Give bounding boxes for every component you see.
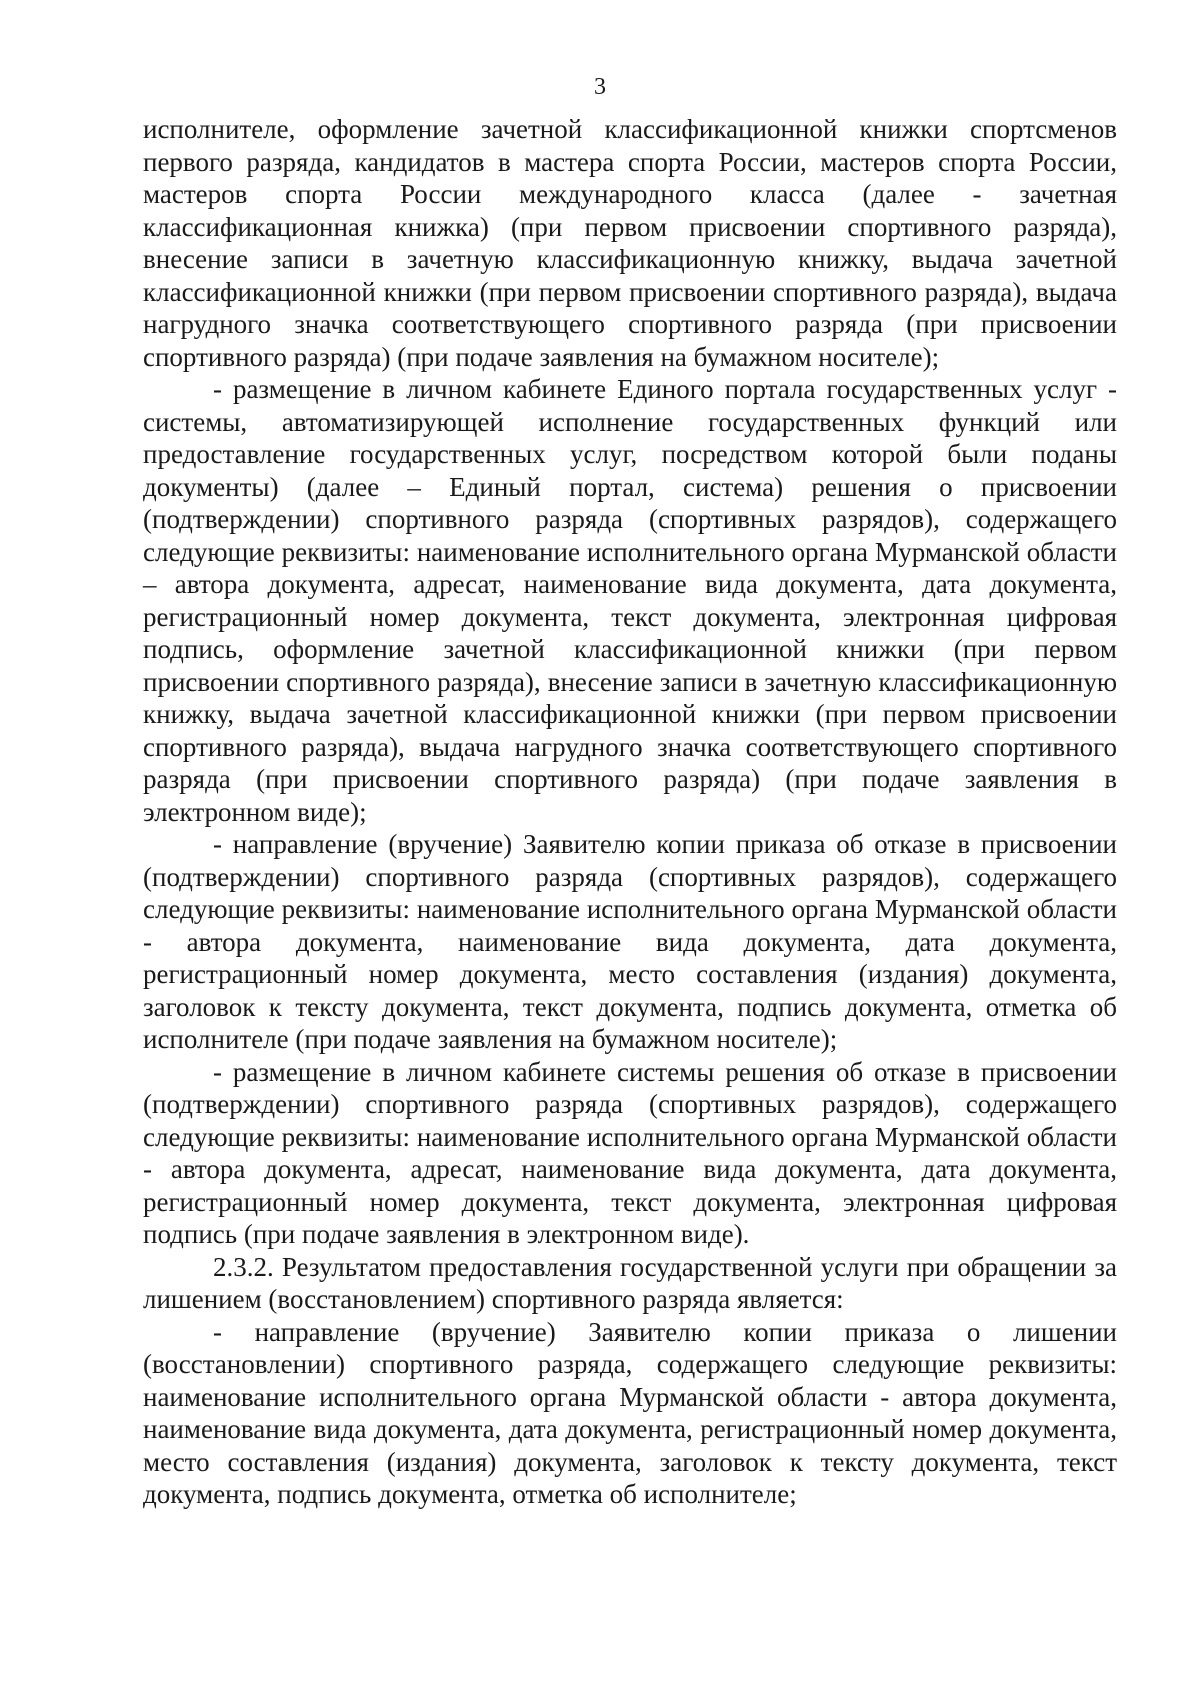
document-body [143,113,1117,1511]
paragraph: - направление (вручение) Заявителю копии приказа о лишении (восстановлении) спортивного разряда, содержащего следующие реквизиты: наименование исполнительного органа Мурманской области - автора документа, наименование вида документа, дата документа, регистрационный номер документа, место составления (издания) документа, заголовок к тексту документа, текст документа, подпись документа, отметка об исполнителе; [143,1316,1117,1509]
paragraph: - размещение в личном кабинете системы решения об отказе в присвоении (подтверждении) спортивного разряда (спортивных разрядов), содержащего следующие реквизиты: наименование исполнительного органа Мурманской области - автора документа, адресат, наименование вида документа, дата документа, регистрационный номер документа, текст документа, электронная цифровая подпись (при подаче заявления в электронном виде). [143,1056,1117,1249]
paragraph: 2.3.2. Результатом предоставления государственной услуги при обращении за лишением (восстановлением) спортивного разряда является: [143,1251,1117,1314]
paragraph: - направление (вручение) Заявителю копии приказа об отказе в присвоении (подтверждении) спортивного разряда (спортивных разрядов), содержащего следующие реквизиты: наименование исполнительного органа Мурманской области - автора документа, наименование вида документа, дата документа, регистрационный номер документа, место составления (издания) документа, заголовок к тексту документа, текст документа, подпись документа, отметка об исполнителе (при подаче заявления на бумажном носителе); [143,829,1117,1054]
page-number: 3 [594,74,606,100]
paragraph: исполнителе, оформление зачетной классификационной книжки спортсменов первого разряда, кандидатов в мастера спорта России, мастеров спорта России, мастеров спорта России международного класса (далее - зачетная классификационная книжка) (при первом присвоении спортивного разряда), внесение записи в зачетную классификационную книжку, выдача зачетной классификационной книжки (при первом присвоении спортивного разряда), выдача нагрудного значка соответствующего спортивного разряда (при присвоении спортивного разряда) (при подаче заявления на бумажном носителе); [143,114,1117,372]
paragraph: - размещение в личном кабинете Единого портала государственных услуг - системы, автоматизирующей исполнение государственных функций или предоставление государственных услуг, посредством которой были поданы документы) (далее – Единый портал, система) решения о присвоении (подтверждении) спортивного разряда (спортивных разрядов), содержащего следующие реквизиты: наименование исполнительного органа Мурманской области – автора документа, адресат, наименование вида документа, дата документа, регистрационный номер документа, текст документа, электронная цифровая подпись, оформление зачетной классификационной книжки (при первом присвоении спортивного разряда), внесение записи в зачетную классификационную книжку, выдача зачетной классификационной книжки (при первом присвоении спортивного разряда), выдача нагрудного значка соответствующего спортивного разряда (при присвоении спортивного разряда) (при подаче заявления в электронном виде); [143,374,1117,827]
